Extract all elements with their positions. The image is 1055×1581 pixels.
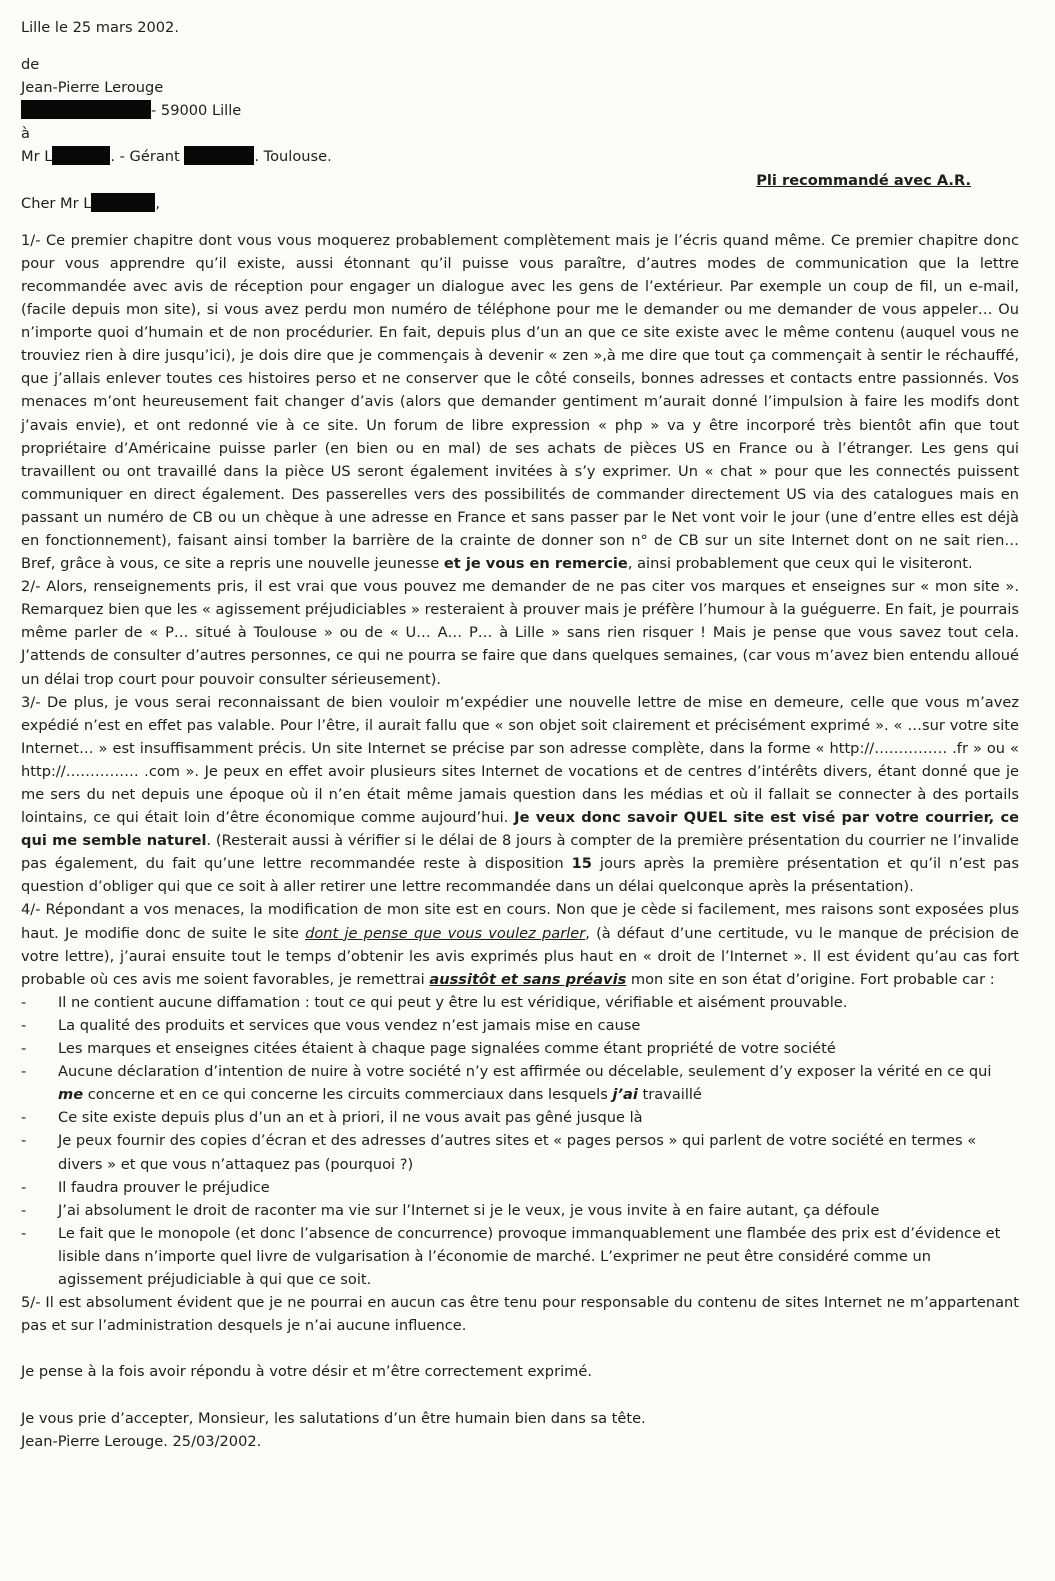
paragraph-2: 2/- Alors, renseignements pris, il est vrai que vous pouvez me demander de ne pas citer vos marques et enseignes sur « mon site ». Remarquez bien que les « agissement préjudiciables » resteraient à prouver mais je préfère l’humour à la guéguerre. En fait, je pourrais même parler de « P… situé à Toulouse » ou de « U… A… P… à Lille » sans rien risquer ! Mais je pense que vous savez tout cela. J’attends de consulter d’autres personnes, ce qui ne pourra se faire que dans quelques semaines, (car vous m’avez bien entendu alloué un délai trop court pour pouvoir consulter sérieusement). [21, 578, 1019, 688]
list-item: - Ce site existe depuis plus d’un an et à priori, il ne vous avait pas gêné jusque là [21, 1109, 643, 1127]
redaction-bar [21, 100, 151, 119]
paragraph-4: 4/- Répondant a vos menaces, la modification de mon site est en cours. Non que je cède si facilement, mes raisons sont exposées plus haut. Je modifie donc de suite le site dont je pense que vous voulez parler, (à défaut d’une certitude, vu le manque de précision de votre lettre), j’aurai ensuite tout le temps d’obtenir les avis exprimés plus haut en « droit de l’Internet ». Il est évident qu’au cas fort probable où ces avis me soient favorables, je remettrai aussitôt et sans préavis mon site en son état d’origine. Fort probable car : [21, 901, 1020, 988]
list-item: - Aucune déclaration d’intention de nuire à votre société n’y est affirmée ou décelable, seulement d’y exposer la vérité en ce qui me concerne et en ce qui concerne les circuits commerciaux dans lesquels j’ai travaillé [21, 1063, 992, 1104]
list-item: - La qualité des produits et services que vous vendez n’est jamais mise en cause [21, 1016, 641, 1034]
paragraph-1: 1/- Ce premier chapitre dont vous vous moquerez probablement complètement mais je l’écris quand même. Ce premier chapitre donc pour vous apprendre qu’il existe, aussi étonnant qu’il puisse vous paraître, d’autres modes de communication que la lettre recommandée avec avis de réception pour engager un dialogue avec les gens de l’extérieur. Par exemple un coup de fil, un e-mail, (facile depuis mon site), si vous avez perdu mon numéro de téléphone pour me le demander ou me demander de vous appeler… Ou n’importe quoi d’humain et de non procédurier. En fait, depuis plus d’un an que ce site existe avec le même contenu (auquel vous ne trouviez rien à dire jusqu’ici), je dois dire que je commençais à devenir « zen »,à me dire que tout ça commençait à sentir le réchauffé, que j’allais enlever toutes ces histoires perso et ne conserver que le côté conseils, bonnes adresses et contacts entre passionnés. Vos menaces m’ont heureusement fait changer d’avis (alors que demander gentiment m’aurait donné l’impulsion à faire les modifs dont j’avais envie), et ont redonné vie à ce site. Un forum de libre expression « php » va y être incorporé très bientôt afin que tout propriétaire d’Américaine puisse parler (en bien ou en mal) de ses achats de pièces US en France ou à l’étranger. Les gens qui travaillent ou ont travaillé dans la pièce US seront également invitées à s’y exprimer. Un « chat » pour que les connectés puissent communiquer en direct également. Des passerelles vers des possibilités de commander directement US via des catalogues mais en passant un numéro de CB ou un chèque à une adresse en France et sans passer par le Net vont voir le jour (une d’entre elles est déjà en fonctionnement), faisant ainsi tomber la barrière de la crainte de donner son n° de CB sur un site Internet dont on ne sait rien… Bref, grâce à vous, ce site a repris une nouvelle jeunesse et je vous en remercie, ainsi probablement que ceux qui le visiteront. [21, 231, 1019, 573]
salutation: Cher Mr L , [21, 194, 161, 212]
list-item: - Il faudra prouver le préjudice [21, 1178, 270, 1196]
date-line: Lille le 25 mars 2002. [21, 19, 179, 36]
recipient-line [21, 145, 1019, 168]
paragraph-5: 5/- Il est absolument évident que je ne pourrai en aucun cas être tenu pour responsable du contenu de sites Internet ne m’appartenant pas et sur l’administration desquels je n’ai aucune influence. [21, 1294, 1019, 1335]
list-item: - Les marques et enseignes citées étaient à chaque page signalées comme étant propriété de votre société [21, 1040, 836, 1058]
signature: Jean-Pierre Lerouge. 25/03/2002. [21, 1432, 262, 1450]
sender-city: - 59000 Lille [151, 102, 242, 120]
closing-line-1: Je pense à la fois avoir répondu à votre désir et m’être correctement exprimé. [21, 1363, 592, 1381]
redaction-bar [184, 146, 254, 165]
list-item: - Le fait que le monopole (et donc l’absence de concurrence) provoque immanquablement une flambée des prix est d’évidence et lisible dans n’importe quel livre de vulgarisation à l’économie de marché. L’exprimer ne peut être considéré comme un agissement préjudiciable à qui que ce soit. [21, 1224, 1001, 1288]
recipient-role: . - Gérant [110, 148, 185, 166]
list-item: - J’ai absolument le droit de raconter ma vie sur l’Internet si je le veux, je vous invite à en faire autant, ça défoule [21, 1201, 880, 1219]
recipient-prefix: Mr L [21, 148, 53, 166]
recipient-city: . Toulouse. [254, 148, 332, 166]
paragraph-3: 3/- De plus, je vous serai reconnaissant de bien vouloir m’expédier une nouvelle lettre de mise en demeure, celle que vous m’avez expédié n’est en effet pas valable. Pour l’être, il aurait fallu que « son objet soit clairement et précisément exprimé ». « …sur votre site Internet… » est insuffisamment précis. Un site Internet se précise par son adresse complète, dans la forme « http://…………… .fr » ou « http://…………… .com ». Je peux en effet avoir plusieurs sites Internet de vocations et de centres d’intérêts divers, étant donné que je me sers du net depuis une époque où il n’en était même jamais question dans les médias et où il fallait se connecter à des portails lointains, ce qui était loin d’être économique comme aujourd’hui. Je veux donc savoir QUEL site est visé par votre courrier, ce qui me semble naturel. (Resterait aussi à vérifier si le délai de 8 jours à compter de la première présentation du courrier ne l’invalide pas également, du fait qu’une lettre recommandée reste à disposition 15 jours après la première présentation et qu’il n’est pas question d’obliger qui que ce soit à aller retirer une lettre recommandée dans un délai quelconque après la présentation). [21, 693, 1020, 896]
from-label: de [21, 56, 40, 74]
closing-line-2: Je vous prie d’accepter, Monsieur, les salutations d’un être humain bien dans sa tête. [21, 1409, 646, 1427]
reasons-list [21, 991, 1019, 1291]
list-item: - Je peux fournir des copies d’écran et des adresses d’autres sites et « pages persos » qui parlent de votre société en termes « divers » et que vous n’attaquez pas (pourquoi ?) [21, 1132, 977, 1173]
list-item: - Il ne contient aucune diffamation : tout ce qui peut y être lu est véridique, vérifiable et aisément prouvable. [21, 993, 848, 1011]
registered-mail-note: Pli recommandé avec A.R. [756, 171, 971, 189]
redaction-bar [91, 193, 155, 212]
redaction-bar [52, 146, 110, 165]
sender-address [21, 99, 1019, 122]
to-label: à [21, 125, 30, 143]
sender-name: Jean-Pierre Lerouge [21, 79, 164, 97]
